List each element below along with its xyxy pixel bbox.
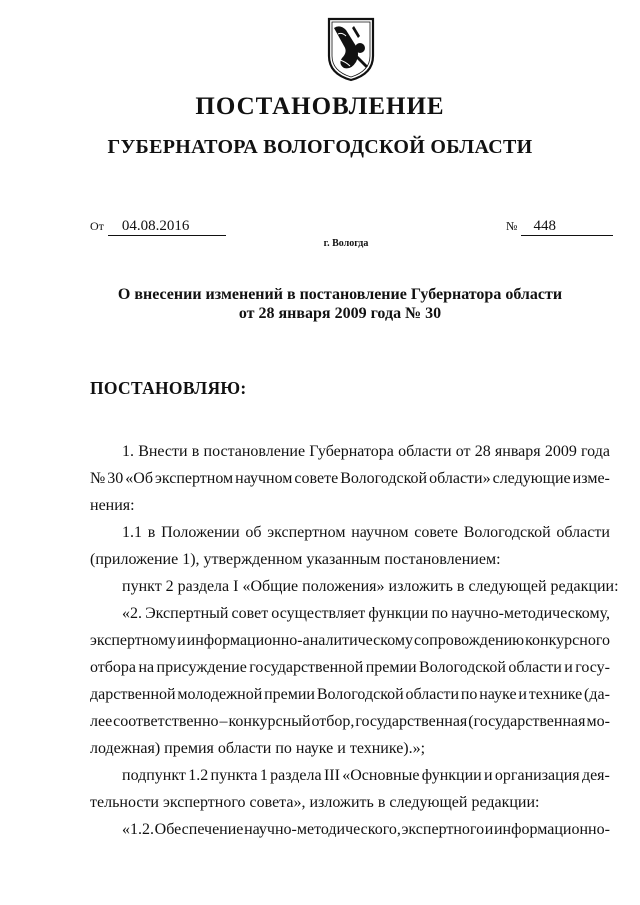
body-word: постановление (203, 443, 306, 460)
body-word: III (323, 767, 340, 784)
subject-line: от 28 января 2009 года № 30 (238, 305, 442, 322)
body-word: научно-методического, (244, 821, 401, 838)
decree-heading: ПОСТАНОВЛЯЮ: (90, 378, 247, 398)
body-word: функции (421, 767, 482, 784)
body-line (90, 816, 610, 843)
body-word: в (147, 524, 156, 541)
body-word: дея- (581, 767, 610, 784)
subject-line: О внесении изменений в постановление Губернатора области (117, 286, 563, 303)
body-word: на (138, 659, 155, 676)
body-line: лодежная) премия области по науке и технике).»; (90, 740, 426, 757)
body-word: Положении (161, 524, 240, 541)
number-value: 448 (521, 218, 613, 236)
body-word: «2. (122, 605, 142, 622)
document-date (90, 218, 226, 236)
body-line (90, 654, 610, 681)
body-word: по (431, 605, 449, 622)
body-word: Вологодской (463, 524, 551, 541)
body-word: науке (479, 686, 517, 703)
body-line (90, 519, 610, 546)
body-word: и (518, 686, 527, 703)
body-word: 1 (259, 767, 268, 784)
body-word: по (460, 686, 478, 703)
body-word: премии (365, 659, 417, 676)
body-word: отбора (90, 659, 137, 676)
body-word: и (484, 821, 494, 838)
body-word: Губернатора (309, 443, 394, 460)
body-word: – (219, 713, 228, 730)
body-word: совет (231, 605, 269, 622)
body-word: в (191, 443, 200, 460)
body-word: организация (494, 767, 580, 784)
body-line (90, 600, 610, 627)
body-word: (государственная (468, 713, 586, 730)
body-word: экспертному (90, 632, 177, 649)
body-word: информационно- (493, 821, 610, 838)
body-word: от (455, 443, 471, 460)
body-word: года (581, 443, 610, 460)
date-value: 04.08.2016 (108, 218, 226, 236)
body-line (90, 627, 610, 654)
body-word: изме- (572, 470, 610, 487)
document-number (506, 218, 613, 236)
body-word: 28 (474, 443, 491, 460)
number-prefix: № (506, 219, 518, 233)
body-word: и (484, 767, 493, 784)
body-word: пункта (210, 767, 258, 784)
body-line (90, 762, 610, 789)
date-prefix: От (90, 219, 104, 233)
body-word: лее (90, 713, 113, 730)
body-word: Вологодской (340, 470, 428, 487)
body-word: и (177, 632, 186, 649)
body-line (90, 438, 610, 465)
body-word: области (508, 659, 562, 676)
body-word: государственная (355, 713, 468, 730)
body-word: Вологодской (316, 686, 404, 703)
body-word: «Основные (342, 767, 420, 784)
body-word: Внести (138, 443, 188, 460)
body-line (90, 681, 610, 708)
body-word: области (405, 686, 460, 703)
body-word: технике (528, 686, 583, 703)
body-word: совете (294, 470, 339, 487)
vologda-coat-of-arms-icon (326, 16, 376, 82)
body-word: области (556, 524, 610, 541)
body-word: конкурсный (228, 713, 311, 730)
body-word: «1.2. (122, 821, 154, 838)
body-word: Экспертный (145, 605, 229, 622)
body-word: 1.1 (122, 524, 142, 541)
body-word: соответственно (113, 713, 219, 730)
body-word: 2009 (544, 443, 577, 460)
body-word: и (564, 659, 573, 676)
body-word: научно-методическому, (451, 605, 610, 622)
body-word: подпункт (122, 767, 186, 784)
body-word: 30 (107, 470, 124, 487)
document-title: ПОСТАНОВЛЕНИЕ (195, 93, 445, 120)
body-line: пункт 2 раздела I «Общие положения» изложить в следующей редакции: (122, 578, 619, 595)
body-word: информационно-аналитическому (186, 632, 414, 649)
body-word: молодежной (177, 686, 263, 703)
document-city: г. Вологда (323, 238, 369, 249)
body-line (90, 465, 610, 492)
body-word: «Об (125, 470, 153, 487)
body-word: 1.2 (188, 767, 209, 784)
body-word: премии (264, 686, 315, 703)
body-word: об (245, 524, 262, 541)
body-word: экспертном (267, 524, 346, 541)
body-word: осуществляет (271, 605, 366, 622)
body-word: раздела (270, 767, 322, 784)
body-word: научном (351, 524, 409, 541)
body-word: следующие (492, 470, 571, 487)
body-word: экспертном (154, 470, 234, 487)
body-word: отбор, (311, 713, 355, 730)
body-word: 1. (122, 443, 134, 460)
body-line: тельности экспертного совета», изложить в следующей редакции: (90, 794, 540, 811)
body-word: присуждение (156, 659, 247, 676)
body-word: научном (235, 470, 293, 487)
body-word: № (90, 470, 106, 487)
body-line: нения: (90, 497, 135, 514)
body-word: совете (414, 524, 458, 541)
body-word: государственной (249, 659, 364, 676)
body-line (90, 708, 610, 735)
body-word: области (398, 443, 452, 460)
document-subject (100, 285, 580, 323)
body-word: сопровождению (414, 632, 525, 649)
body-word: мо- (586, 713, 610, 730)
body-word: области» (429, 470, 491, 487)
document-body (90, 438, 619, 843)
body-word: госу- (575, 659, 610, 676)
body-line: (приложение 1), утвержденном указанным постановлением: (90, 551, 501, 568)
body-word: (да- (584, 686, 610, 703)
body-word: конкурсного (525, 632, 610, 649)
body-word: функции (368, 605, 429, 622)
body-word: экспертного (401, 821, 485, 838)
body-word: января (494, 443, 541, 460)
body-word: дарственной (90, 686, 176, 703)
body-word: Вологодской (419, 659, 506, 676)
document-issuer: ГУБЕРНАТОРА ВОЛОГОДСКОЙ ОБЛАСТИ (107, 136, 533, 158)
body-word: Обеспечение (154, 821, 244, 838)
